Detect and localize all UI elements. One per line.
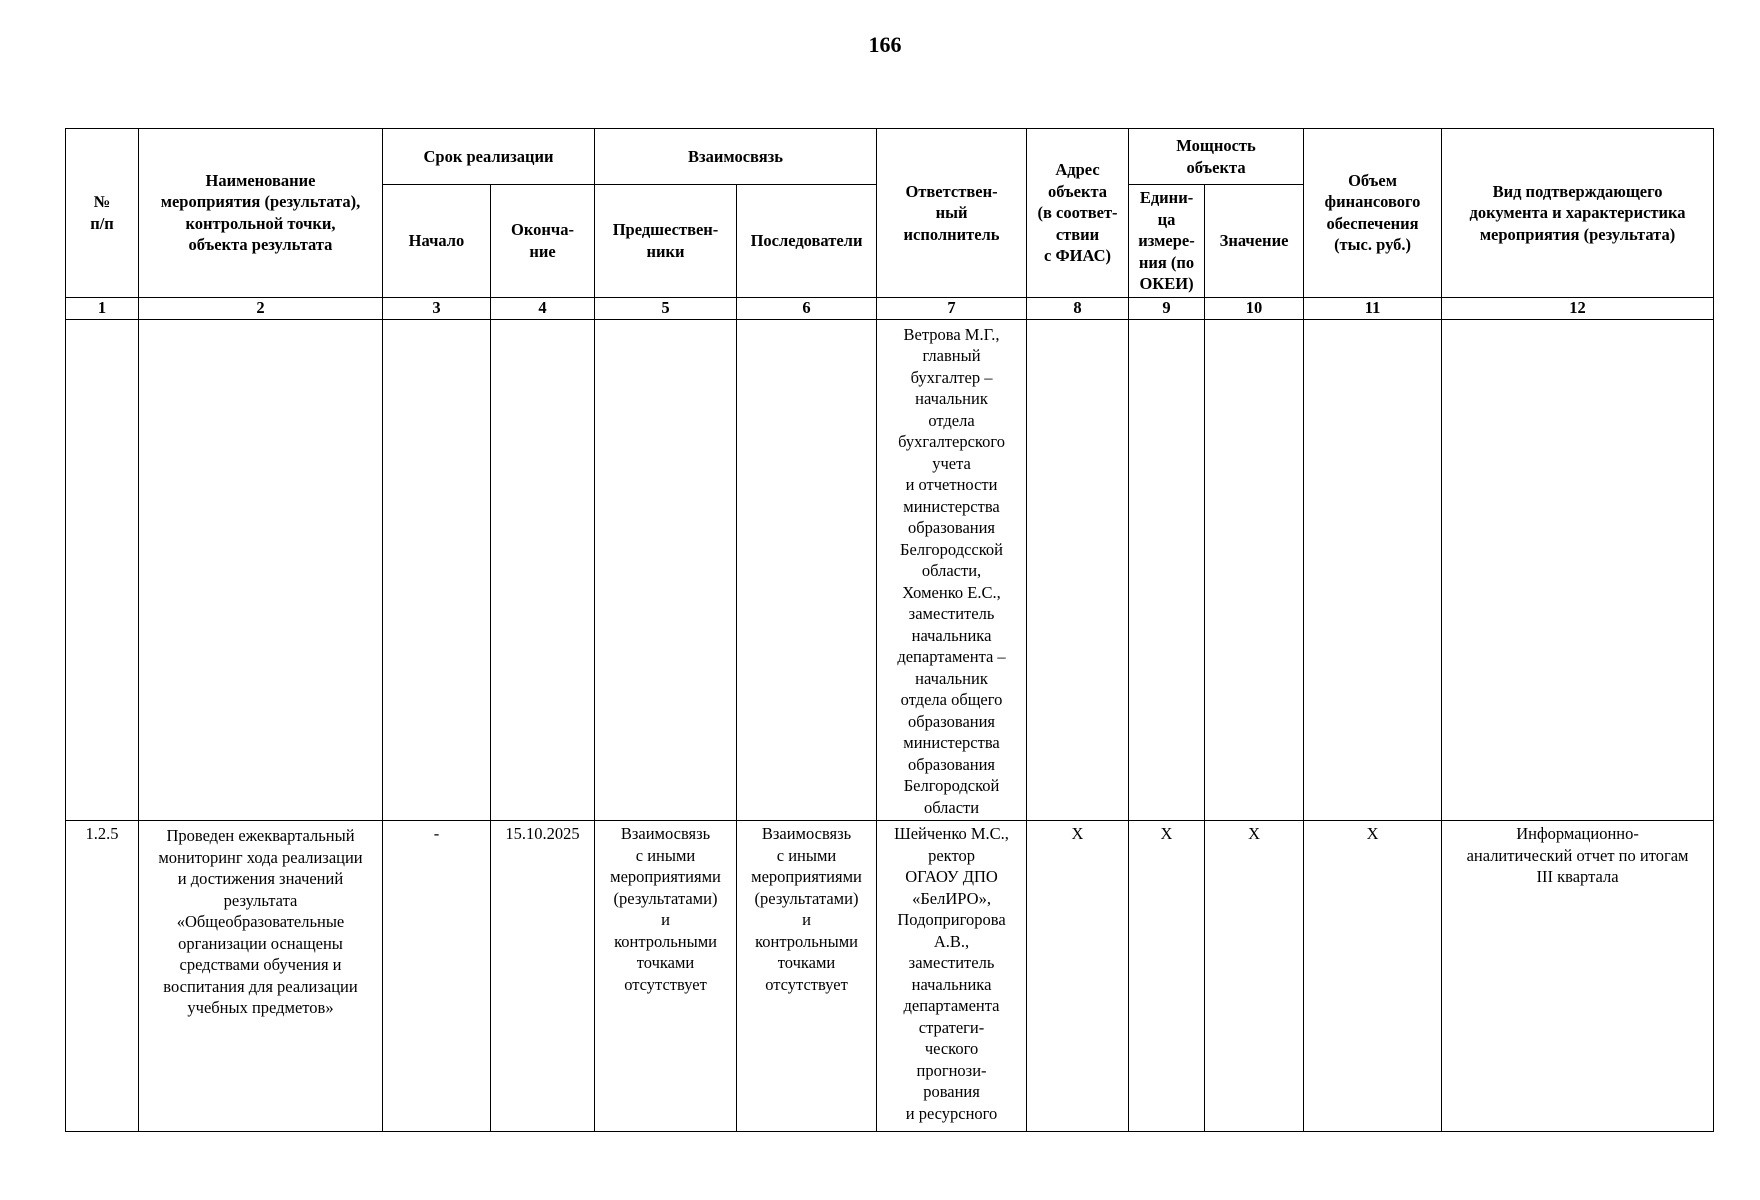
table-row — [66, 319, 1714, 821]
column-number: 3 — [383, 297, 491, 319]
header-finance: Объем финансового обеспечения (тыс. руб.) — [1304, 129, 1442, 298]
row-number-cell: 1.2.5 — [66, 821, 139, 1132]
row-unit-cell — [1129, 319, 1205, 821]
row-unit-cell: Х — [1129, 821, 1205, 1132]
header-doc-type: Вид подтверждающего документа и характеристика мероприятия (результата) — [1442, 129, 1714, 298]
row-responsible-cell: Шейченко М.С., ректор ОГАОУ ДПО «БелИРО», Подопригорова А.В., заместитель начальника департамента стратеги- ческого прогнози- рования и ресурсного — [877, 821, 1027, 1132]
header-successors: Последователи — [737, 185, 877, 298]
column-number: 1 — [66, 297, 139, 319]
row-predecessors-cell — [595, 319, 737, 821]
header-term: Срок реализации — [383, 129, 595, 185]
row-successors-cell — [737, 319, 877, 821]
row-value-cell — [1205, 319, 1304, 821]
column-number: 9 — [1129, 297, 1205, 319]
column-number: 10 — [1205, 297, 1304, 319]
row-responsible-cell: Ветрова М.Г., главный бухгалтер – начальник отдела бухгалтерского учета и отчетности министерства образования Белгородсской области, Хоменко Е.С., заместитель начальника департамента – начальник отдела общего образования министерства образования Белгородской области — [877, 319, 1027, 821]
header-responsible: Ответствен- ный исполнитель — [877, 129, 1027, 298]
column-number: 4 — [491, 297, 595, 319]
row-doc-type-cell: Информационно- аналитический отчет по итогам III квартала — [1442, 821, 1714, 1132]
table-row — [66, 821, 1714, 1132]
row-successors-cell: Взаимосвязь с иными мероприятиями (результатами) и контрольными точками отсутствует — [737, 821, 877, 1132]
column-number: 12 — [1442, 297, 1714, 319]
row-predecessors-cell: Взаимосвязь с иными мероприятиями (результатами) и контрольными точками отсутствует — [595, 821, 737, 1132]
header-unit: Едини- ца измере- ния (по ОКЕИ) — [1129, 185, 1205, 298]
row-name-cell — [139, 319, 383, 821]
row-name-cell: Проведен ежеквартальный мониторинг хода реализации и достижения значений результата «Общеобразовательные организации оснащены средствами обучения и воспитания для реализации учебных предметов» — [139, 821, 383, 1132]
row-finance-cell: Х — [1304, 821, 1442, 1132]
row-finance-cell — [1304, 319, 1442, 821]
row-start-cell: - — [383, 821, 491, 1132]
header-end: Оконча- ние — [491, 185, 595, 298]
row-address-cell — [1027, 319, 1129, 821]
row-start-cell — [383, 319, 491, 821]
implementation-plan-table — [65, 128, 1714, 1132]
header-capacity: Мощность объекта — [1129, 129, 1304, 185]
header-link: Взаимосвязь — [595, 129, 877, 185]
header-start: Начало — [383, 185, 491, 298]
row-address-cell: Х — [1027, 821, 1129, 1132]
row-end-cell — [491, 319, 595, 821]
row-doc-type-cell — [1442, 319, 1714, 821]
header-number: № п/п — [66, 129, 139, 298]
row-number-cell — [66, 319, 139, 821]
page-number: 166 — [868, 32, 902, 57]
column-number: 8 — [1027, 297, 1129, 319]
column-number-row — [66, 297, 1714, 319]
header-name: Наименование мероприятия (результата), контрольной точки, объекта результата — [139, 129, 383, 298]
header-predecessors: Предшествен- ники — [595, 185, 737, 298]
column-number: 7 — [877, 297, 1027, 319]
header-address: Адрес объекта (в соответ- ствии с ФИАС) — [1027, 129, 1129, 298]
row-end-cell: 15.10.2025 — [491, 821, 595, 1132]
column-number: 5 — [595, 297, 737, 319]
column-number: 11 — [1304, 297, 1442, 319]
header-value: Значение — [1205, 185, 1304, 298]
column-number: 2 — [139, 297, 383, 319]
column-number: 6 — [737, 297, 877, 319]
row-value-cell: Х — [1205, 821, 1304, 1132]
